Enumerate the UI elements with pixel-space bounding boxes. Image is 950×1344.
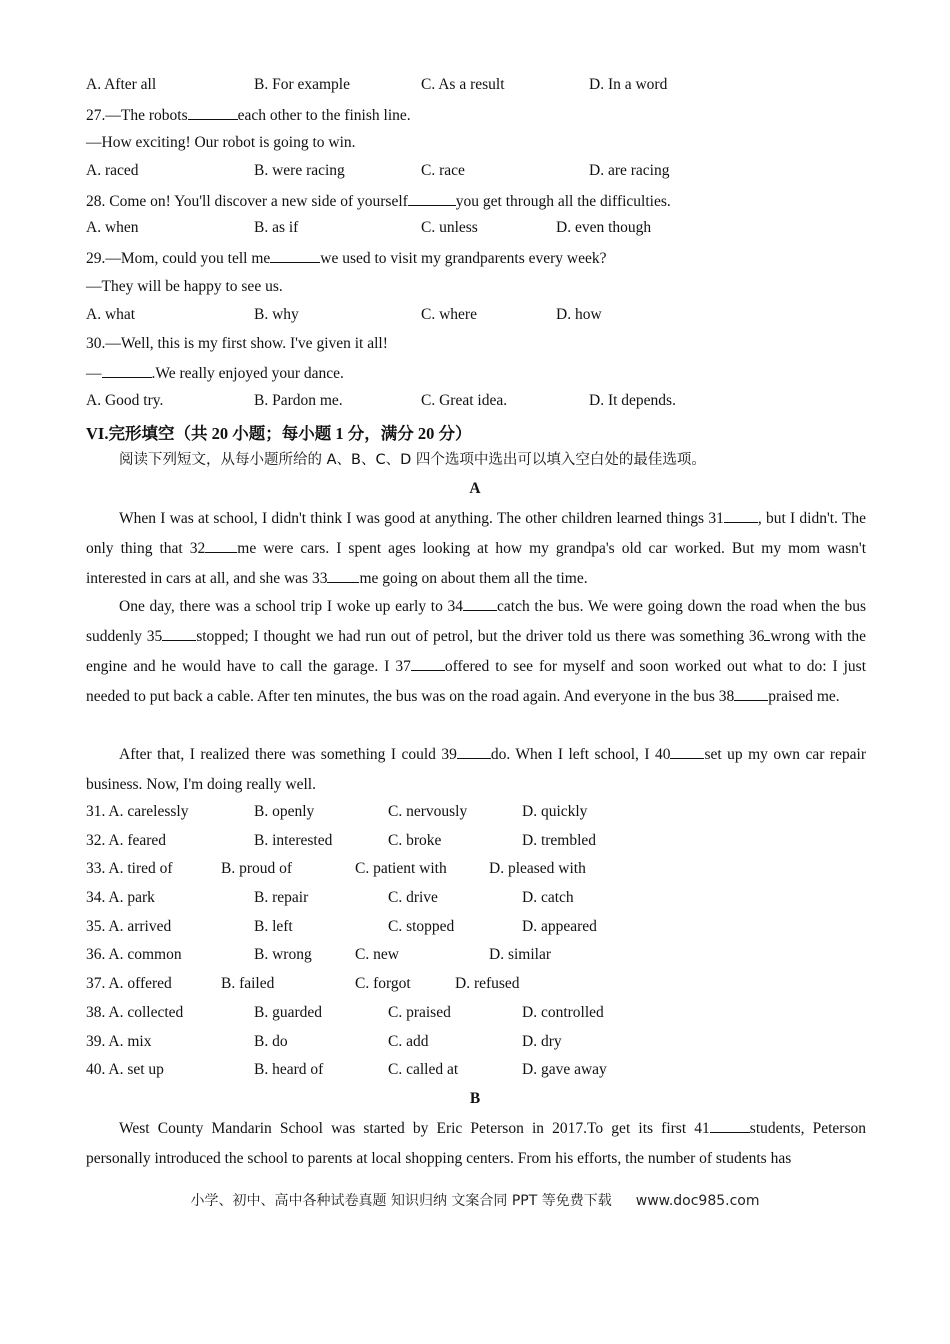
passage-text: stopped; I thought we had run out of petrol, but the driver told us there was something 36 (196, 628, 765, 645)
option-c: C. race (421, 162, 465, 179)
passage-text: One day, there was a school trip I woke up early to 34 (119, 598, 464, 615)
option-row-33-c: C. patient with (355, 860, 447, 877)
passage-text: me were cars. I spent ages looking at how my grandpa's old car worked. But my mom wasn't interested in cars at all, and she was 33 (86, 540, 866, 587)
option-row-36-a: 36. A. common (86, 946, 182, 963)
option-a: A. After all (86, 76, 157, 93)
blank-32 (205, 538, 237, 553)
option-c: C. Great idea. (421, 392, 508, 409)
option-a: A. when (86, 219, 139, 236)
option-a: A. what (86, 306, 136, 323)
blank-37 (411, 656, 445, 671)
option-b: B. why (254, 306, 299, 323)
question-text: we used to visit my grandparents every week? (320, 250, 607, 267)
passage-text: set up my own car repair business. Now, I'm doing really well. (86, 746, 866, 793)
option-row-32-c: C. broke (388, 832, 442, 849)
answer-blank (102, 363, 152, 378)
option-row-38-a: 38. A. collected (86, 1004, 184, 1021)
option-c: C. where (421, 306, 477, 323)
question-29 (86, 248, 607, 269)
option-row-37-b: B. failed (221, 975, 275, 992)
question-text: — (86, 365, 102, 382)
option-row-35-a: 35. A. arrived (86, 918, 172, 935)
option-b: B. as if (254, 219, 299, 236)
option-c: C. unless (421, 219, 478, 236)
option-row-37-d: D. refused (455, 975, 520, 992)
blank-38 (734, 686, 768, 701)
option-row-35-c: C. stopped (388, 918, 455, 935)
option-d: D. are racing (589, 162, 670, 179)
option-row-35-d: D. appeared (522, 918, 597, 935)
option-row-39-d: D. dry (522, 1033, 562, 1050)
option-row-40-b: B. heard of (254, 1061, 324, 1078)
option-row-32-a: 32. A. feared (86, 832, 167, 849)
option-row-31-d: D. quickly (522, 803, 588, 820)
page-footer (0, 1190, 950, 1210)
question-text: each other to the finish line. (237, 107, 411, 124)
option-d: D. even though (556, 219, 652, 236)
question-text: you get through all the difficulties. (455, 193, 671, 210)
question-28 (86, 191, 671, 212)
blank-40 (670, 744, 704, 759)
passage-text: me going on about them all the time. (359, 570, 588, 587)
blank-34 (463, 596, 497, 611)
question-30: 30.—Well, this is my first show. I've given it all! (86, 335, 388, 352)
footer-text: 小学、初中、高中各种试卷真题 知识归纳 文案合同 PPT 等免费下载 (190, 1193, 612, 1209)
blank-39 (457, 744, 491, 759)
passage-text: students, Peterson personally introduced the school to parents at local shopping centers. From his efforts, the number of students has (86, 1120, 866, 1167)
option-a: A. raced (86, 162, 139, 179)
question-29-reply: —They will be happy to see us. (86, 278, 283, 295)
option-row-32-b: B. interested (254, 832, 333, 849)
option-row-31-c: C. nervously (388, 803, 468, 820)
option-row-33-d: D. pleased with (489, 860, 586, 877)
option-row-31-b: B. openly (254, 803, 315, 820)
section-title: VI.完形填空（共 20 小题；每小题 1 分，满分 20 分） (86, 424, 472, 443)
option-row-35-b: B. left (254, 918, 293, 935)
option-row-37-c: C. forgot (355, 975, 411, 992)
option-d: D. In a word (589, 76, 668, 93)
option-d: D. how (556, 306, 602, 323)
option-row-39-b: B. do (254, 1033, 288, 1050)
question-30-reply (86, 363, 344, 384)
question-text: 28. Come on! You'll discover a new side of yourself (86, 193, 408, 210)
option-d: D. It depends. (589, 392, 676, 409)
question-27-reply: —How exciting! Our robot is going to win. (86, 134, 356, 151)
option-row-36-d: D. similar (489, 946, 551, 963)
answer-blank (270, 248, 320, 263)
option-row-32-d: D. trembled (522, 832, 597, 849)
option-row-36-c: C. new (355, 946, 399, 963)
passage-text: wrong with the engine and he would have to call the garage. I 37 (86, 628, 866, 675)
option-row-38-b: B. guarded (254, 1004, 323, 1021)
option-row-40-a: 40. A. set up (86, 1061, 164, 1078)
option-row-37-a: 37. A. offered (86, 975, 172, 992)
option-row-36-b: B. wrong (254, 946, 312, 963)
passage-text: catch the bus. We were going down the road when the bus suddenly 35 (86, 598, 866, 645)
section-instruction: 阅读下列短文，从每小题所给的 A、B、C、D 四个选项中选出可以填入空白处的最佳选项。 (119, 452, 706, 468)
question-text: 29.—Mom, could you tell me (86, 250, 271, 267)
blank-31 (724, 508, 758, 523)
passage-a-paragraph-3 (86, 740, 866, 800)
question-text: .We really enjoyed your dance. (151, 365, 344, 382)
option-row-39-a: 39. A. mix (86, 1033, 152, 1050)
passage-a-label: A (469, 480, 481, 497)
option-row-31-a: 31. A. carelessly (86, 803, 189, 820)
option-row-38-c: C. praised (388, 1004, 451, 1021)
option-row-34-b: B. repair (254, 889, 309, 906)
question-27 (86, 105, 411, 126)
option-row-34-a: 34. A. park (86, 889, 155, 906)
option-row-40-d: D. gave away (522, 1061, 607, 1078)
option-row-33-a: 33. A. tired of (86, 860, 173, 877)
passage-text: offered to see for myself and soon worked out what to do: I just needed to put back a cable. After ten minutes, the bus was on the road again. And everyone in the bus 38 (86, 658, 866, 705)
option-row-39-c: C. add (388, 1033, 429, 1050)
option-row-34-c: C. drive (388, 889, 438, 906)
option-row-40-c: C. called at (388, 1061, 459, 1078)
passage-text: West County Mandarin School was started by Eric Peterson in 2017.To get its first 41 (119, 1120, 710, 1137)
option-row-38-d: D. controlled (522, 1004, 604, 1021)
passage-text: praised me. (768, 688, 840, 705)
option-b: B. For example (254, 76, 350, 93)
question-text: 27.—The robots (86, 107, 188, 124)
passage-b-paragraph-1 (86, 1114, 866, 1174)
passage-text: do. When I left school, I 40 (490, 746, 671, 763)
passage-text: When I was at school, I didn't think I was good at anything. The other children learned things 31 (119, 510, 724, 527)
passage-text: , but I didn't. The only thing that 32 (86, 510, 866, 557)
option-b: B. Pardon me. (254, 392, 343, 409)
passage-text: After that, I realized there was something I could 39 (119, 746, 457, 763)
option-row-34-d: D. catch (522, 889, 574, 906)
blank-41 (710, 1118, 750, 1133)
answer-blank (188, 105, 238, 120)
option-b: B. were racing (254, 162, 345, 179)
footer-url[interactable]: www.doc985.com (635, 1193, 760, 1209)
passage-a-paragraph-2 (86, 592, 866, 712)
option-c: C. As a result (421, 76, 505, 93)
blank-35 (162, 626, 196, 641)
option-a: A. Good try. (86, 392, 164, 409)
blank-33 (327, 568, 359, 583)
option-row-33-b: B. proud of (221, 860, 293, 877)
passage-a-paragraph-1 (86, 504, 866, 594)
answer-blank (408, 191, 456, 206)
passage-b-label: B (469, 1090, 481, 1107)
